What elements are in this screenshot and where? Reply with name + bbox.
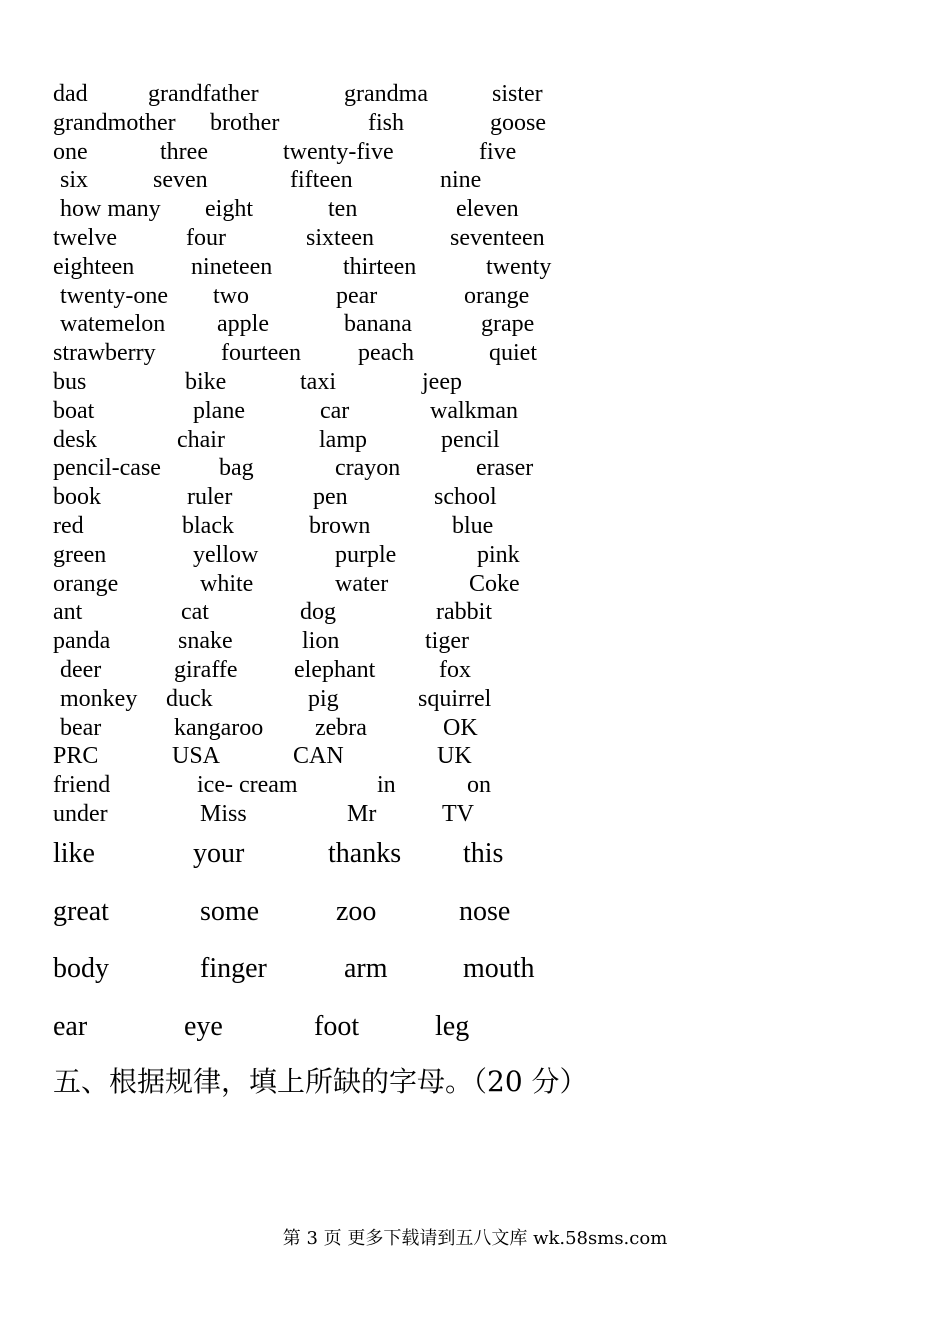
vocab-word: red (53, 513, 84, 539)
vocab-word-large: thanks (328, 838, 402, 869)
vocab-word: eighteen (53, 253, 135, 280)
vocab-word: under (53, 801, 108, 827)
vocab-word: ant (53, 599, 83, 626)
vocab-word-large: nose (459, 896, 511, 927)
vocab-word: goose (490, 109, 546, 136)
vocab-word: yellow (193, 541, 259, 568)
word-row (0, 370, 950, 400)
vocab-word-large: your (193, 838, 245, 869)
vocab-word: pencil-case (53, 455, 161, 482)
vocab-word: peach (358, 340, 414, 367)
vocab-word: nineteen (191, 253, 273, 280)
vocab-word: five (479, 138, 517, 165)
vocab-word: TV (442, 801, 474, 827)
vocab-word: duck (166, 685, 213, 712)
vocab-word: Coke (469, 570, 520, 597)
vocab-word: fourteen (221, 340, 301, 367)
vocab-word: lion (302, 628, 340, 655)
vocab-word-large: ear (53, 1011, 88, 1042)
word-row (0, 716, 950, 746)
vocab-word: ice- cream (197, 772, 298, 799)
word-row (0, 197, 950, 227)
vocab-word: orange (464, 282, 530, 309)
vocab-word: book (53, 484, 101, 511)
vocab-word: squirrel (418, 685, 492, 712)
vocab-word: banana (344, 311, 412, 338)
vocab-word: car (320, 397, 350, 424)
vocab-word: elephant (294, 657, 376, 683)
vocab-word: green (53, 541, 107, 568)
word-row (0, 600, 950, 630)
vocab-word: bag (219, 455, 254, 482)
word-row (0, 744, 950, 774)
vocab-word: pink (477, 541, 520, 568)
vocab-word: how many (60, 196, 161, 223)
vocab-word-large: finger (200, 953, 267, 984)
vocab-word: grandma (344, 81, 428, 107)
vocab-word: twenty-one (60, 282, 168, 309)
vocab-word-large: foot (314, 1011, 360, 1042)
word-row (0, 341, 950, 371)
vocab-word: pear (336, 282, 378, 309)
vocab-word: two (213, 282, 249, 309)
vocab-word: six (60, 167, 89, 194)
vocab-word: thirteen (343, 253, 417, 280)
word-row (0, 428, 950, 458)
vocab-word: purple (335, 541, 397, 568)
vocab-word: white (200, 570, 254, 597)
vocab-word-large: great (53, 896, 109, 927)
vocab-word: three (160, 138, 208, 165)
vocab-word: sixteen (306, 225, 374, 251)
vocab-word: desk (53, 426, 97, 453)
vocab-word: cat (181, 599, 209, 626)
vocab-word: pencil (441, 426, 500, 453)
vocab-word: one (53, 138, 88, 165)
vocab-word-large: eye (184, 1011, 223, 1042)
vocab-word: school (434, 484, 497, 511)
word-row-large (0, 840, 950, 870)
word-row (0, 773, 950, 803)
vocab-word: ruler (187, 484, 233, 511)
vocab-word: giraffe (174, 657, 238, 683)
vocab-word: grandmother (53, 109, 176, 136)
vocab-word: UK (437, 743, 472, 770)
vocab-word: fifteen (290, 167, 353, 194)
vocab-word: friend (53, 772, 111, 799)
word-row (0, 629, 950, 659)
vocab-word: black (182, 513, 234, 539)
vocab-word: chair (177, 426, 225, 453)
vocab-word: orange (53, 570, 119, 597)
word-row (0, 82, 950, 112)
vocab-word: seventeen (450, 225, 545, 251)
vocab-word-large: arm (344, 953, 388, 984)
word-row (0, 255, 950, 285)
vocab-word: kangaroo (174, 714, 264, 741)
vocab-word: OK (443, 714, 478, 741)
vocab-word: dad (53, 81, 88, 107)
vocab-word: bike (185, 369, 227, 395)
vocab-word: brown (309, 513, 371, 539)
vocab-word: on (467, 772, 491, 799)
vocab-word: brother (210, 109, 280, 136)
vocab-word: dog (300, 599, 336, 626)
vocab-word: watemelon (60, 311, 166, 338)
vocab-word: crayon (335, 455, 401, 482)
word-row-large (0, 955, 950, 985)
vocab-word: four (186, 225, 226, 251)
vocab-word-large: some (200, 896, 260, 927)
vocab-word: plane (193, 397, 245, 424)
vocab-word: fox (439, 657, 471, 683)
vocab-word: apple (217, 311, 269, 338)
vocab-word: rabbit (436, 599, 492, 626)
word-row-large (0, 898, 950, 928)
vocab-word: CAN (293, 743, 344, 770)
word-row (0, 226, 950, 256)
vocab-word: twenty-five (283, 138, 394, 165)
vocab-word: Mr (347, 801, 377, 827)
word-row (0, 140, 950, 170)
vocab-word: water (335, 570, 389, 597)
vocab-word: boat (53, 397, 95, 424)
vocab-word: pen (313, 484, 348, 511)
vocab-word-large: this (463, 838, 504, 869)
word-row (0, 111, 950, 141)
vocab-word: tiger (425, 628, 469, 655)
vocab-word: pig (308, 685, 339, 712)
vocab-word: PRC (53, 743, 99, 770)
word-row (0, 456, 950, 486)
vocab-word: in (377, 772, 396, 799)
vocab-word: bear (60, 714, 102, 741)
word-row (0, 802, 950, 832)
word-row (0, 543, 950, 573)
vocab-word-large: body (53, 953, 109, 984)
word-row (0, 399, 950, 429)
word-row (0, 312, 950, 342)
vocab-word-large: zoo (336, 896, 377, 927)
vocab-word: grape (481, 311, 535, 338)
vocab-word-large: like (53, 838, 95, 869)
vocab-word: nine (440, 167, 482, 194)
vocab-word: panda (53, 628, 111, 655)
vocab-word: USA (172, 743, 221, 770)
word-row (0, 514, 950, 544)
vocab-word: monkey (60, 685, 138, 712)
vocab-word: eleven (456, 196, 519, 223)
vocab-word: walkman (430, 397, 518, 424)
vocab-word: twelve (53, 225, 117, 251)
vocab-word: zebra (315, 714, 367, 741)
word-row-large (0, 1013, 950, 1043)
vocab-word: jeep (422, 369, 462, 395)
vocab-word: taxi (300, 369, 336, 395)
page-footer: 第 3 页 更多下载请到五八文库 wk.58sms.com (282, 1228, 668, 1249)
word-row (0, 658, 950, 688)
vocab-word: lamp (319, 426, 367, 453)
word-row (0, 687, 950, 717)
vocab-word: deer (60, 657, 102, 683)
vocab-word: eraser (476, 455, 534, 482)
word-row (0, 572, 950, 602)
vocab-word: grandfather (148, 81, 259, 107)
vocab-word: strawberry (53, 340, 156, 367)
vocab-word: fish (368, 109, 404, 136)
vocab-word-large: leg (435, 1011, 470, 1042)
word-row (0, 168, 950, 198)
vocab-word: ten (328, 196, 358, 223)
vocab-word: seven (153, 167, 208, 194)
vocab-word: twenty (486, 253, 552, 280)
vocab-word: snake (178, 628, 233, 655)
vocab-word: blue (452, 513, 494, 539)
section-heading: 五、根据规律，填上所缺的字母。（20 分） (53, 1065, 588, 1098)
vocab-word: bus (53, 369, 87, 395)
vocab-word: quiet (489, 340, 537, 367)
vocab-word: sister (492, 81, 543, 107)
word-row (0, 284, 950, 314)
vocab-word: Miss (200, 801, 247, 827)
word-row (0, 485, 950, 515)
vocab-word: eight (205, 196, 253, 223)
vocab-word-large: mouth (463, 953, 535, 984)
